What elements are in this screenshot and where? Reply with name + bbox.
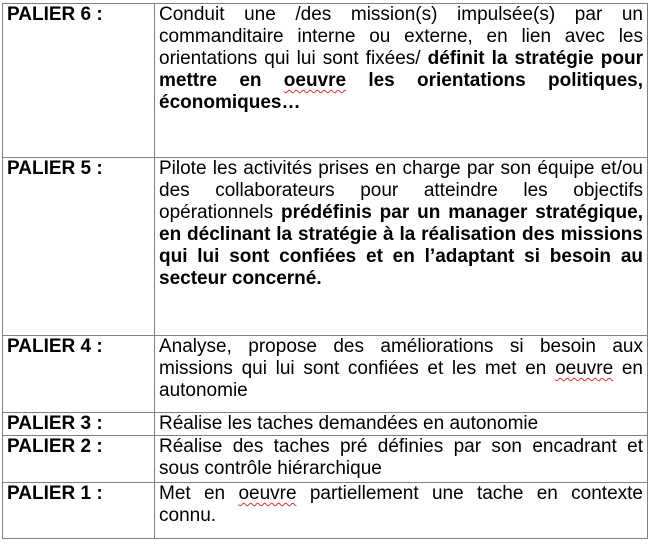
palier-3-row [3, 413, 648, 436]
palier-2-row [3, 436, 648, 483]
palier-4-label: PALIER 4 : [3, 336, 155, 413]
palier-1-text-b: partiellement une tache en contexte connu. [159, 483, 644, 526]
palier-6-label: PALIER 6 : [3, 4, 155, 158]
palier-4-row [3, 336, 648, 413]
palier-4-text-a: Analyse, propose des améliorations si besoin aux missions qui lui sont confiées et les met en [159, 336, 643, 379]
palier-1-row [3, 483, 648, 539]
palier-1-spellcheck-word: oeuvre [238, 483, 297, 504]
palier-6-bold-text-b: les orientations politiques, économiques… [159, 70, 643, 113]
palier-3-text: Réalise les taches demandées en autonomie [159, 413, 539, 434]
palier-4-description [155, 336, 648, 413]
palier-6-spellcheck-word: oeuvre [283, 70, 347, 91]
palier-2-label: PALIER 2 : [3, 436, 155, 483]
palier-1-description [155, 483, 648, 539]
palier-2-text: Réalise des taches pré définies par son encadrant et sous contrôle hiérarchique [159, 436, 643, 479]
palier-5-label: PALIER 5 : [3, 158, 155, 336]
palier-1-label: PALIER 1 : [3, 483, 155, 539]
palier-5-description [155, 158, 648, 336]
palier-2-description [155, 436, 648, 483]
palier-4-text-b: en autonomie [159, 358, 643, 401]
palier-6-row [3, 4, 648, 158]
palier-6-text: Conduit une /des mission(s) impulsée(s) par un commanditaire interne ou externe, en lien avec les orientations qui lui sont fixées/ [159, 4, 643, 69]
palier-1-text-a: Met en [159, 483, 239, 504]
palier-5-bold-text: prédéfinis par un manager stratégique, en déclinant la stratégie à la réalisation des missions qui lui sont confiées et en l’adaptant si besoin au secteur concerné. [159, 202, 643, 289]
palier-5-text: Pilote les activités prises en charge par son équipe et/ou des collaborateurs pour atteindre les objectifs opérationnels [159, 158, 643, 223]
palier-3-description [155, 413, 648, 436]
palier-4-spellcheck-word: oeuvre [555, 358, 614, 379]
palier-5-row [3, 158, 648, 336]
palier-6-bold-text-a: définit la stratégie pour mettre en [159, 48, 643, 91]
paliers-table [2, 3, 648, 539]
palier-3-label: PALIER 3 : [3, 413, 155, 436]
palier-6-description [155, 4, 648, 158]
